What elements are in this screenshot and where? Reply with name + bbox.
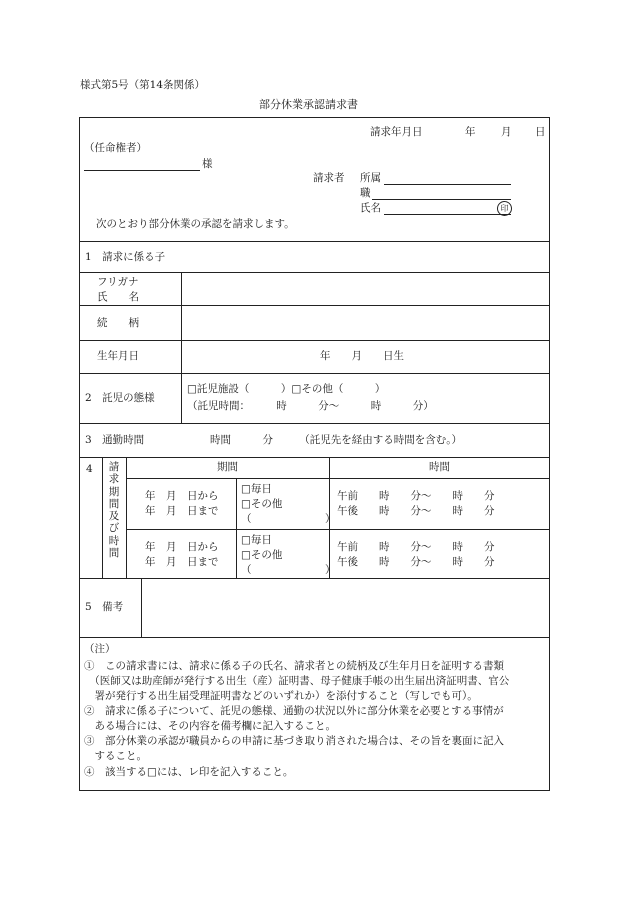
section5-heading: 5 備考 xyxy=(85,601,124,613)
request-date-day: 日 xyxy=(535,126,546,138)
relation-label: 続 柄 xyxy=(97,317,139,329)
position-label: 職 xyxy=(360,187,371,199)
appointer-underline xyxy=(84,170,200,171)
request-date-label: 請求年月日 xyxy=(370,126,423,138)
section4-number: 4 xyxy=(86,463,93,475)
commute-time-value: 時間 分 （託児先を経由する時間を含む。） xyxy=(210,434,462,446)
affiliation-label: 所属 xyxy=(360,172,381,184)
row2-am-time: 午前 時 分〜 時 分 xyxy=(337,541,495,553)
row1-to: 年 月 日まで xyxy=(145,505,219,517)
notes-heading: （注） xyxy=(84,643,116,655)
birthdate-label: 生年月日 xyxy=(97,350,139,362)
name-underline xyxy=(384,214,511,215)
seal-mark: 印 xyxy=(497,201,512,216)
note-line: すること。 xyxy=(84,750,147,762)
name-label: 氏名 xyxy=(360,202,381,214)
position-underline xyxy=(372,199,511,200)
time-column-header: 時間 xyxy=(429,461,450,473)
section1-heading: 1 請求に係る子 xyxy=(85,251,166,263)
remarks-field[interactable] xyxy=(142,579,549,637)
note-line: ある場合には、その内容を備考欄に記入すること。 xyxy=(84,720,336,732)
row1-daily-checkbox[interactable]: □毎日 xyxy=(241,483,272,495)
section3-heading: 3 通勤時間 xyxy=(85,434,145,446)
note-line: ③ 部分休業の承認が職員からの申請に基づき取り消された場合は、その旨を裏面に記入 xyxy=(84,735,504,747)
note-line: 署が発行する出生届受理証明書などのいずれか）を添付すること（写しでも可）。 xyxy=(84,690,478,702)
section2-heading: 2 託児の態様 xyxy=(85,392,155,404)
section4-vertical-label: 請求期間及び時間 xyxy=(108,461,120,560)
note-line: （医師又は助産師が発行する出生（産）証明書、母子健康手帳の出生届出済証明書、官公 xyxy=(84,675,510,687)
appointer-label: （任命権者） xyxy=(84,142,147,154)
note-line: ① この請求書には、請求に係る子の氏名、請求者との続柄及び生年月日を証明する書類 xyxy=(84,660,504,672)
request-date-month: 月 xyxy=(501,126,512,138)
period-column-header: 期間 xyxy=(217,461,238,473)
birthdate-value: 年 月 日生 xyxy=(320,350,404,362)
nursery-time: （託児時間： 時 分〜 時 分） xyxy=(187,400,434,412)
form-number: 様式第5号（第14条関係） xyxy=(80,79,206,91)
note-line: ② 請求に係る子について、託児の態様、通勤の状況以外に部分休業を必要とする事情が xyxy=(84,705,504,717)
row1-other-checkbox[interactable]: □その他 xyxy=(241,498,283,510)
intro-text: 次のとおり部分休業の承認を請求します。 xyxy=(96,218,295,230)
form-title: 部分休業承認請求書 xyxy=(259,98,358,111)
row2-from: 年 月 日から xyxy=(145,541,219,553)
requester-label: 請求者 xyxy=(313,172,345,184)
row1-other-paren: （ ） xyxy=(241,513,336,525)
row1-from: 年 月 日から xyxy=(145,490,219,502)
row2-daily-checkbox[interactable]: □毎日 xyxy=(241,534,272,546)
honorific: 様 xyxy=(202,158,213,170)
affiliation-underline xyxy=(384,184,511,185)
nursery-options: □託児施設（ ）□その他（ ） xyxy=(187,383,386,395)
row2-pm-time: 午後 時 分〜 時 分 xyxy=(337,556,495,568)
furigana-label: フリガナ xyxy=(97,276,139,288)
row2-other-paren: （ ） xyxy=(241,564,336,576)
note-line: ④ 該当する□には、レ印を記入すること。 xyxy=(84,766,294,778)
row1-pm-time: 午後 時 分〜 時 分 xyxy=(337,505,495,517)
child-name-label: 氏 名 xyxy=(97,291,139,303)
row2-to: 年 月 日まで xyxy=(145,556,219,568)
row2-other-checkbox[interactable]: □その他 xyxy=(241,549,283,561)
row1-am-time: 午前 時 分〜 時 分 xyxy=(337,490,495,502)
request-date-year: 年 xyxy=(465,126,476,138)
